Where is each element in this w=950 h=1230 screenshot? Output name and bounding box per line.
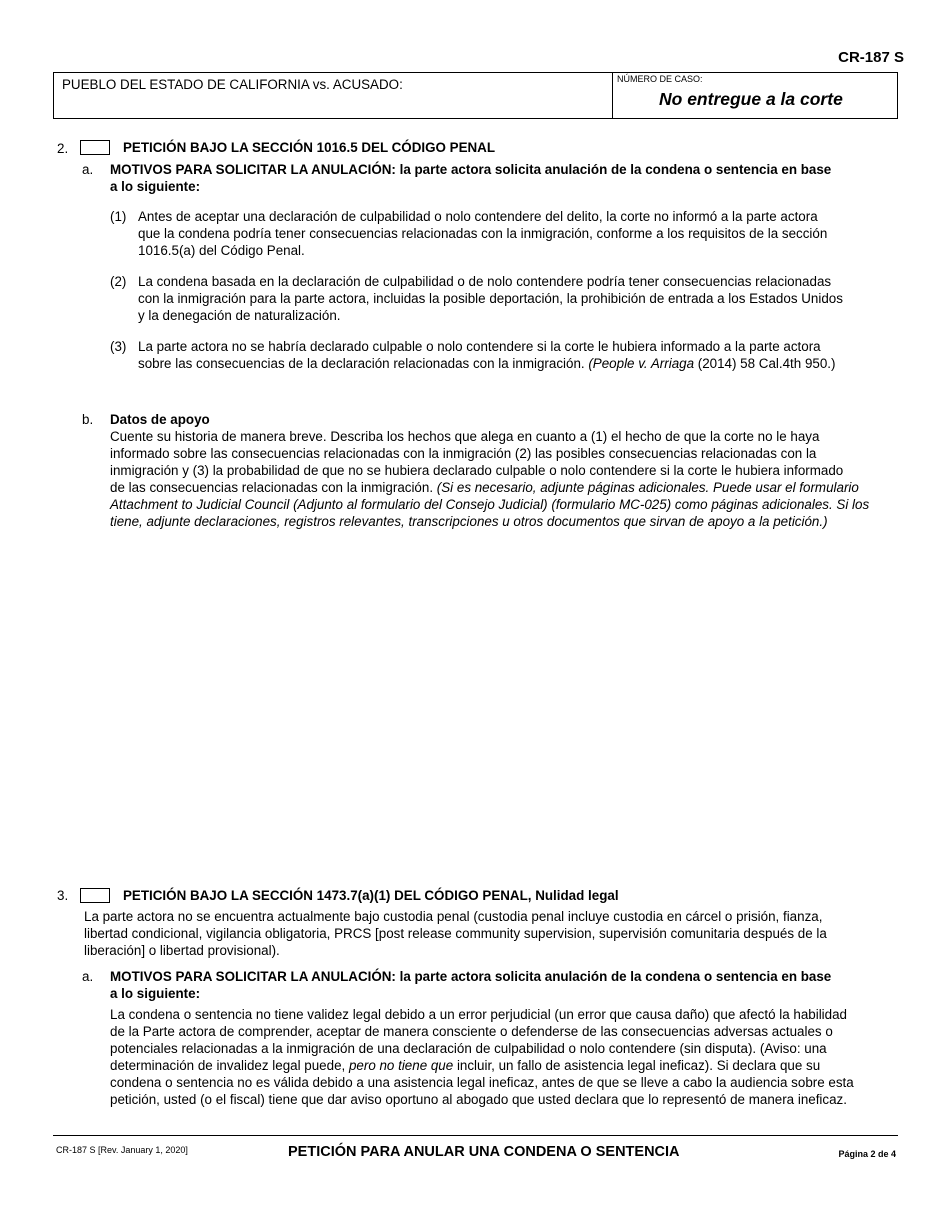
item-3-number: (3) <box>110 339 127 354</box>
item-2-line: La condena basada en la declaración de culpabilidad o de nolo contendere podría tener consecuencias relacionadas <box>138 274 832 289</box>
section-2b-heading: Datos de apoyo <box>110 412 210 427</box>
section-3-checkbox[interactable] <box>80 888 110 903</box>
section-2a-heading-line2: a lo siguiente: <box>110 179 201 194</box>
item-3-line: sobre las consecuencias de la declaración relacionadas con la inmigración. (People v. Arriaga (2014) 58 Cal.4th 950.) <box>138 356 836 371</box>
item-1-line: que la condena podría tener consecuencias relacionadas con la inmigración, conforme a los requisitos de la sección <box>138 226 828 241</box>
section-2b-line: Attachment to Judicial Council (Adjunto al formulario del Consejo Judicial) (formulario MC-025) como páginas adicionales. Si los <box>110 497 870 512</box>
item-3-line: La parte actora no se habría declarado culpable o nolo contendere si la corte le hubiera informado a la parte actora <box>138 339 821 354</box>
section-2b-line: tiene, adjunte declaraciones, registros relevantes, transcripciones u otros documentos que sirvan de apoyo a la petición.) <box>110 514 828 529</box>
section-3a-line: potenciales relacionadas a la inmigración de una declaración de culpabilidad o nolo contendere (sin disputa). (Aviso: una <box>110 1041 827 1056</box>
supporting-facts-area[interactable] <box>110 535 885 875</box>
section-3a-line: de la Parte actora de comprender, aceptar de manera consciente o defenderse de las consecuencias adversas actuales o <box>110 1024 833 1039</box>
section-2-checkbox[interactable] <box>80 140 110 155</box>
section-2b-letter: b. <box>82 412 94 427</box>
section-2a-heading-line1: MOTIVOS PARA SOLICITAR LA ANULACIÓN: la parte actora solicita anulación de la condena o sentencia en base <box>110 162 832 177</box>
case-citation: (People v. Arriaga <box>588 356 695 371</box>
footer-divider <box>53 1135 898 1136</box>
section-2-heading: PETICIÓN BAJO LA SECCIÓN 1016.5 DEL CÓDIGO PENAL <box>123 140 496 155</box>
section-3a-heading-line1: MOTIVOS PARA SOLICITAR LA ANULACIÓN: la parte actora solicita anulación de la condena o sentencia en base <box>110 969 832 984</box>
section-3a-letter: a. <box>82 969 94 984</box>
item-2-line: con la inmigración para la parte actora, incluidas la posible deportación, la prohibición de entrada a los Estados Unidos <box>138 291 843 306</box>
section-3-intro-line: liberación] o libertad provisional). <box>84 943 280 958</box>
item-1-number: (1) <box>110 209 127 224</box>
footer-title: PETICIÓN PARA ANULAR UNA CONDENA O SENTENCIA <box>288 1144 680 1160</box>
item-1-line: 1016.5(a) del Código Penal. <box>138 243 305 258</box>
footer-form-revision: CR-187 S [Rev. January 1, 2020] <box>56 1145 188 1155</box>
section-2b-line: inmigración y (3) la probabilidad de que no se hubiera declarado culpable o nolo contendere si la corte le hubiera informado <box>110 463 844 478</box>
item-1-line: Antes de aceptar una declaración de culpabilidad o nolo contendere del delito, la corte no informó a la parte actora <box>138 209 818 224</box>
section-3-intro-line: libertad condicional, vigilancia obligatoria, PRCS [post release community supervision, supervisión comunitaria después de la <box>84 926 827 941</box>
section-3a-line: La condena o sentencia no tiene validez legal debido a un error perjudicial (un error que causa daño) que afectó la habilidad <box>110 1007 847 1022</box>
case-number-label: NÚMERO DE CASO: <box>617 74 703 84</box>
item-2-number: (2) <box>110 274 127 289</box>
section-3-number: 3. <box>57 888 69 903</box>
section-3a-line: determinación de invalidez legal puede, pero no tiene que incluir, un fallo de asistencia legal ineficaz). Si declara que su <box>110 1058 821 1073</box>
case-number-value: No entregue a la corte <box>659 89 843 109</box>
section-2b-line: de las consecuencias relacionadas con la inmigración. (Si es necesario, adjunte páginas adicionales. Puede usar el formulario <box>110 480 859 495</box>
section-3-heading: PETICIÓN BAJO LA SECCIÓN 1473.7(a)(1) DEL CÓDIGO PENAL, Nulidad legal <box>123 888 619 903</box>
section-2b-line: Cuente su historia de manera breve. Describa los hechos que alega en cuanto a (1) el hecho de que la corte no le haya <box>110 429 820 444</box>
section-3a-line: condena o sentencia no es válida debido a una asistencia legal ineficaz, antes de que se lleve a cabo la audiencia sobre esta <box>110 1075 854 1090</box>
defendant-label: PUEBLO DEL ESTADO DE CALIFORNIA vs. ACUSADO: <box>62 77 403 92</box>
section-2-number: 2. <box>57 141 69 156</box>
section-2a-letter: a. <box>82 162 94 177</box>
case-number-field[interactable] <box>613 73 897 118</box>
section-2b-line: informado sobre las consecuencias relacionadas con la inmigración (2) las posibles consecuencias relacionadas con la <box>110 446 817 461</box>
defendant-field[interactable] <box>54 73 613 118</box>
form-id: CR-187 S <box>838 49 904 66</box>
section-3a-heading-line2: a lo siguiente: <box>110 986 201 1001</box>
section-3-intro-line: La parte actora no se encuentra actualmente bajo custodia penal (custodia penal incluye custodia en cárcel o prisión, fianza, <box>84 909 823 924</box>
item-2-line: y la denegación de naturalización. <box>138 308 341 323</box>
section-3a-line: petición, usted (o el fiscal) tiene que dar aviso oportuno al abogado que usted declara que lo representó de manera ineficaz. <box>110 1092 847 1107</box>
footer-page-number: Página 2 de 4 <box>838 1149 896 1159</box>
case-caption-box <box>53 72 898 119</box>
